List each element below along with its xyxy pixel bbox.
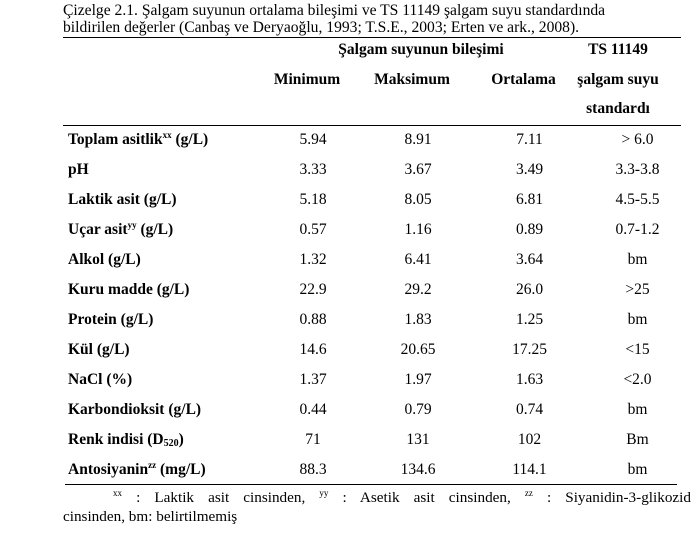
- row-label-text: Toplam asitlik: [68, 131, 163, 148]
- cell-maximum: 134.6: [400, 461, 436, 478]
- cell-maximum: 0.79: [404, 401, 432, 418]
- cell-ts-standard: Bm: [626, 431, 649, 448]
- footnote-mark-yy: yy: [319, 488, 329, 498]
- cell-average: 114.1: [512, 461, 547, 478]
- cell-maximum: 20.65: [400, 341, 436, 358]
- cell-ts-standard: <15: [625, 341, 650, 358]
- footnote: [63, 488, 691, 526]
- cell-ts-standard: bm: [627, 461, 648, 478]
- cell-minimum: 0.57: [299, 221, 327, 238]
- header-min: Minimum: [273, 71, 341, 88]
- cell-ts-standard: > 6.0: [621, 131, 654, 148]
- table-row: [66, 185, 694, 215]
- cell-maximum: 8.05: [404, 191, 432, 208]
- table-row: [66, 125, 694, 155]
- row-label-text: NaCl (%): [68, 371, 133, 388]
- table-row: [66, 275, 694, 305]
- footnote-line-2: cinsinden, bm: belirtilmemiş: [63, 508, 238, 525]
- table-caption: [63, 2, 691, 36]
- cell-average: 6.81: [515, 191, 544, 208]
- row-label-text: Alkol (g/L): [68, 251, 141, 268]
- row-label: [66, 395, 268, 425]
- caption-line-2: bildirilen değerler (Canbaş ve Deryaoğlu, 1993; T.S.E., 2003; Erten ve ark., 2008).: [63, 19, 580, 36]
- table-row: [66, 425, 694, 455]
- header-max: Maksimum: [374, 71, 450, 88]
- row-label: [66, 425, 268, 455]
- row-label: [66, 275, 268, 305]
- row-label: [66, 305, 268, 335]
- cell-average: 17.25: [512, 341, 547, 358]
- cell-maximum: 1.16: [404, 221, 432, 238]
- row-label: [66, 185, 268, 215]
- row-label-text: Karbondioksit (g/L): [68, 401, 202, 418]
- row-label-text: Laktik asit (g/L): [68, 191, 177, 208]
- header-group: Şalgam suyunun bileşimi: [338, 41, 504, 58]
- header-ts-line3: standardı: [586, 100, 650, 117]
- row-label: [66, 455, 268, 485]
- cell-average: 1.25: [515, 311, 544, 328]
- row-label-unit: (g/L): [136, 221, 174, 238]
- composition-table: [66, 125, 694, 485]
- cell-ts-standard: 0.7-1.2: [615, 221, 660, 238]
- row-label: [66, 155, 268, 185]
- row-label: [66, 365, 268, 395]
- cell-maximum: 29.2: [404, 281, 432, 298]
- table-row: [66, 395, 694, 425]
- top-rule: [63, 37, 681, 38]
- row-label-text: pH: [68, 161, 89, 178]
- cell-maximum: 6.41: [404, 251, 432, 268]
- cell-average: 7.11: [516, 131, 543, 148]
- table-row: [66, 455, 694, 485]
- cell-ts-standard: <2.0: [623, 371, 652, 388]
- cell-average: 0.74: [515, 401, 544, 418]
- cell-ts-standard: bm: [627, 401, 648, 418]
- cell-minimum: 88.3: [299, 461, 327, 478]
- table-row: [66, 365, 694, 395]
- header-ts-line1: TS 11149: [588, 41, 648, 58]
- row-label-text: Renk indisi (D: [68, 431, 164, 448]
- row-label: [66, 125, 268, 155]
- cell-average: 3.64: [515, 251, 544, 268]
- row-label-superscript: zz: [148, 460, 157, 470]
- cell-minimum: 0.44: [299, 401, 327, 418]
- cell-average: 0.89: [515, 221, 544, 238]
- row-label: [66, 335, 268, 365]
- bottom-rule: [65, 484, 677, 485]
- row-label-text: Antosiyanin: [68, 461, 149, 478]
- cell-ts-standard: 3.3-3.8: [615, 161, 660, 178]
- cell-minimum: 0.88: [299, 311, 327, 328]
- row-label-text: Uçar asit: [68, 221, 128, 238]
- footnote-text-1: : Laktik asit cinsinden,: [122, 489, 320, 506]
- row-label-unit: ): [178, 431, 184, 448]
- cell-average: 3.49: [515, 161, 544, 178]
- cell-ts-standard: bm: [627, 251, 648, 268]
- table-row: [66, 245, 694, 275]
- footnote-mark-zz: zz: [524, 488, 533, 498]
- cell-minimum: 3.33: [299, 161, 327, 178]
- cell-minimum: 14.6: [299, 341, 327, 358]
- table-row: [66, 215, 694, 245]
- row-label-text: Kuru madde (g/L): [68, 281, 190, 298]
- cell-maximum: 131: [406, 431, 430, 448]
- cell-ts-standard: bm: [627, 311, 648, 328]
- row-label-unit: (g/L): [171, 131, 209, 148]
- cell-ts-standard: 4.5-5.5: [615, 191, 660, 208]
- row-label-text: Kül (g/L): [68, 341, 130, 358]
- header-avg: Ortalama: [491, 71, 556, 88]
- cell-average: 26.0: [515, 281, 544, 298]
- row-label: [66, 215, 268, 245]
- row-label: [66, 245, 268, 275]
- row-label-superscript: yy: [127, 220, 137, 230]
- cell-minimum: 1.37: [299, 371, 327, 388]
- footnote-line-1: [63, 488, 691, 507]
- header-ts-line2: şalgam suyu: [577, 71, 659, 88]
- row-label-text: Protein (g/L): [68, 311, 154, 328]
- cell-minimum: 22.9: [299, 281, 327, 298]
- caption-line-1: Çizelge 2.1. Şalgam suyunun ortalama bileşimi ve TS 11149 şalgam suyu standardında: [63, 2, 606, 19]
- footnote-text-3: : Siyanidin-3-glikozid: [532, 489, 691, 506]
- cell-average: 1.63: [515, 371, 544, 388]
- cell-minimum: 71: [305, 431, 321, 448]
- cell-maximum: 1.83: [404, 311, 432, 328]
- cell-maximum: 3.67: [404, 161, 432, 178]
- cell-ts-standard: >25: [625, 281, 650, 298]
- footnote-mark-xx: xx: [113, 488, 122, 498]
- cell-minimum: 5.18: [299, 191, 327, 208]
- cell-maximum: 8.91: [404, 131, 432, 148]
- cell-maximum: 1.97: [404, 371, 432, 388]
- row-label-subscript: 520: [163, 438, 179, 449]
- cell-average: 102: [517, 431, 542, 448]
- table-row: [66, 305, 694, 335]
- cell-minimum: 5.94: [299, 131, 327, 148]
- table-row: [66, 155, 694, 185]
- footnote-text-2: : Asetik asit cinsinden,: [328, 489, 525, 506]
- row-label-superscript: xx: [162, 130, 172, 140]
- row-label-unit: (mg/L): [156, 461, 206, 478]
- cell-minimum: 1.32: [299, 251, 327, 268]
- table-row: [66, 335, 694, 365]
